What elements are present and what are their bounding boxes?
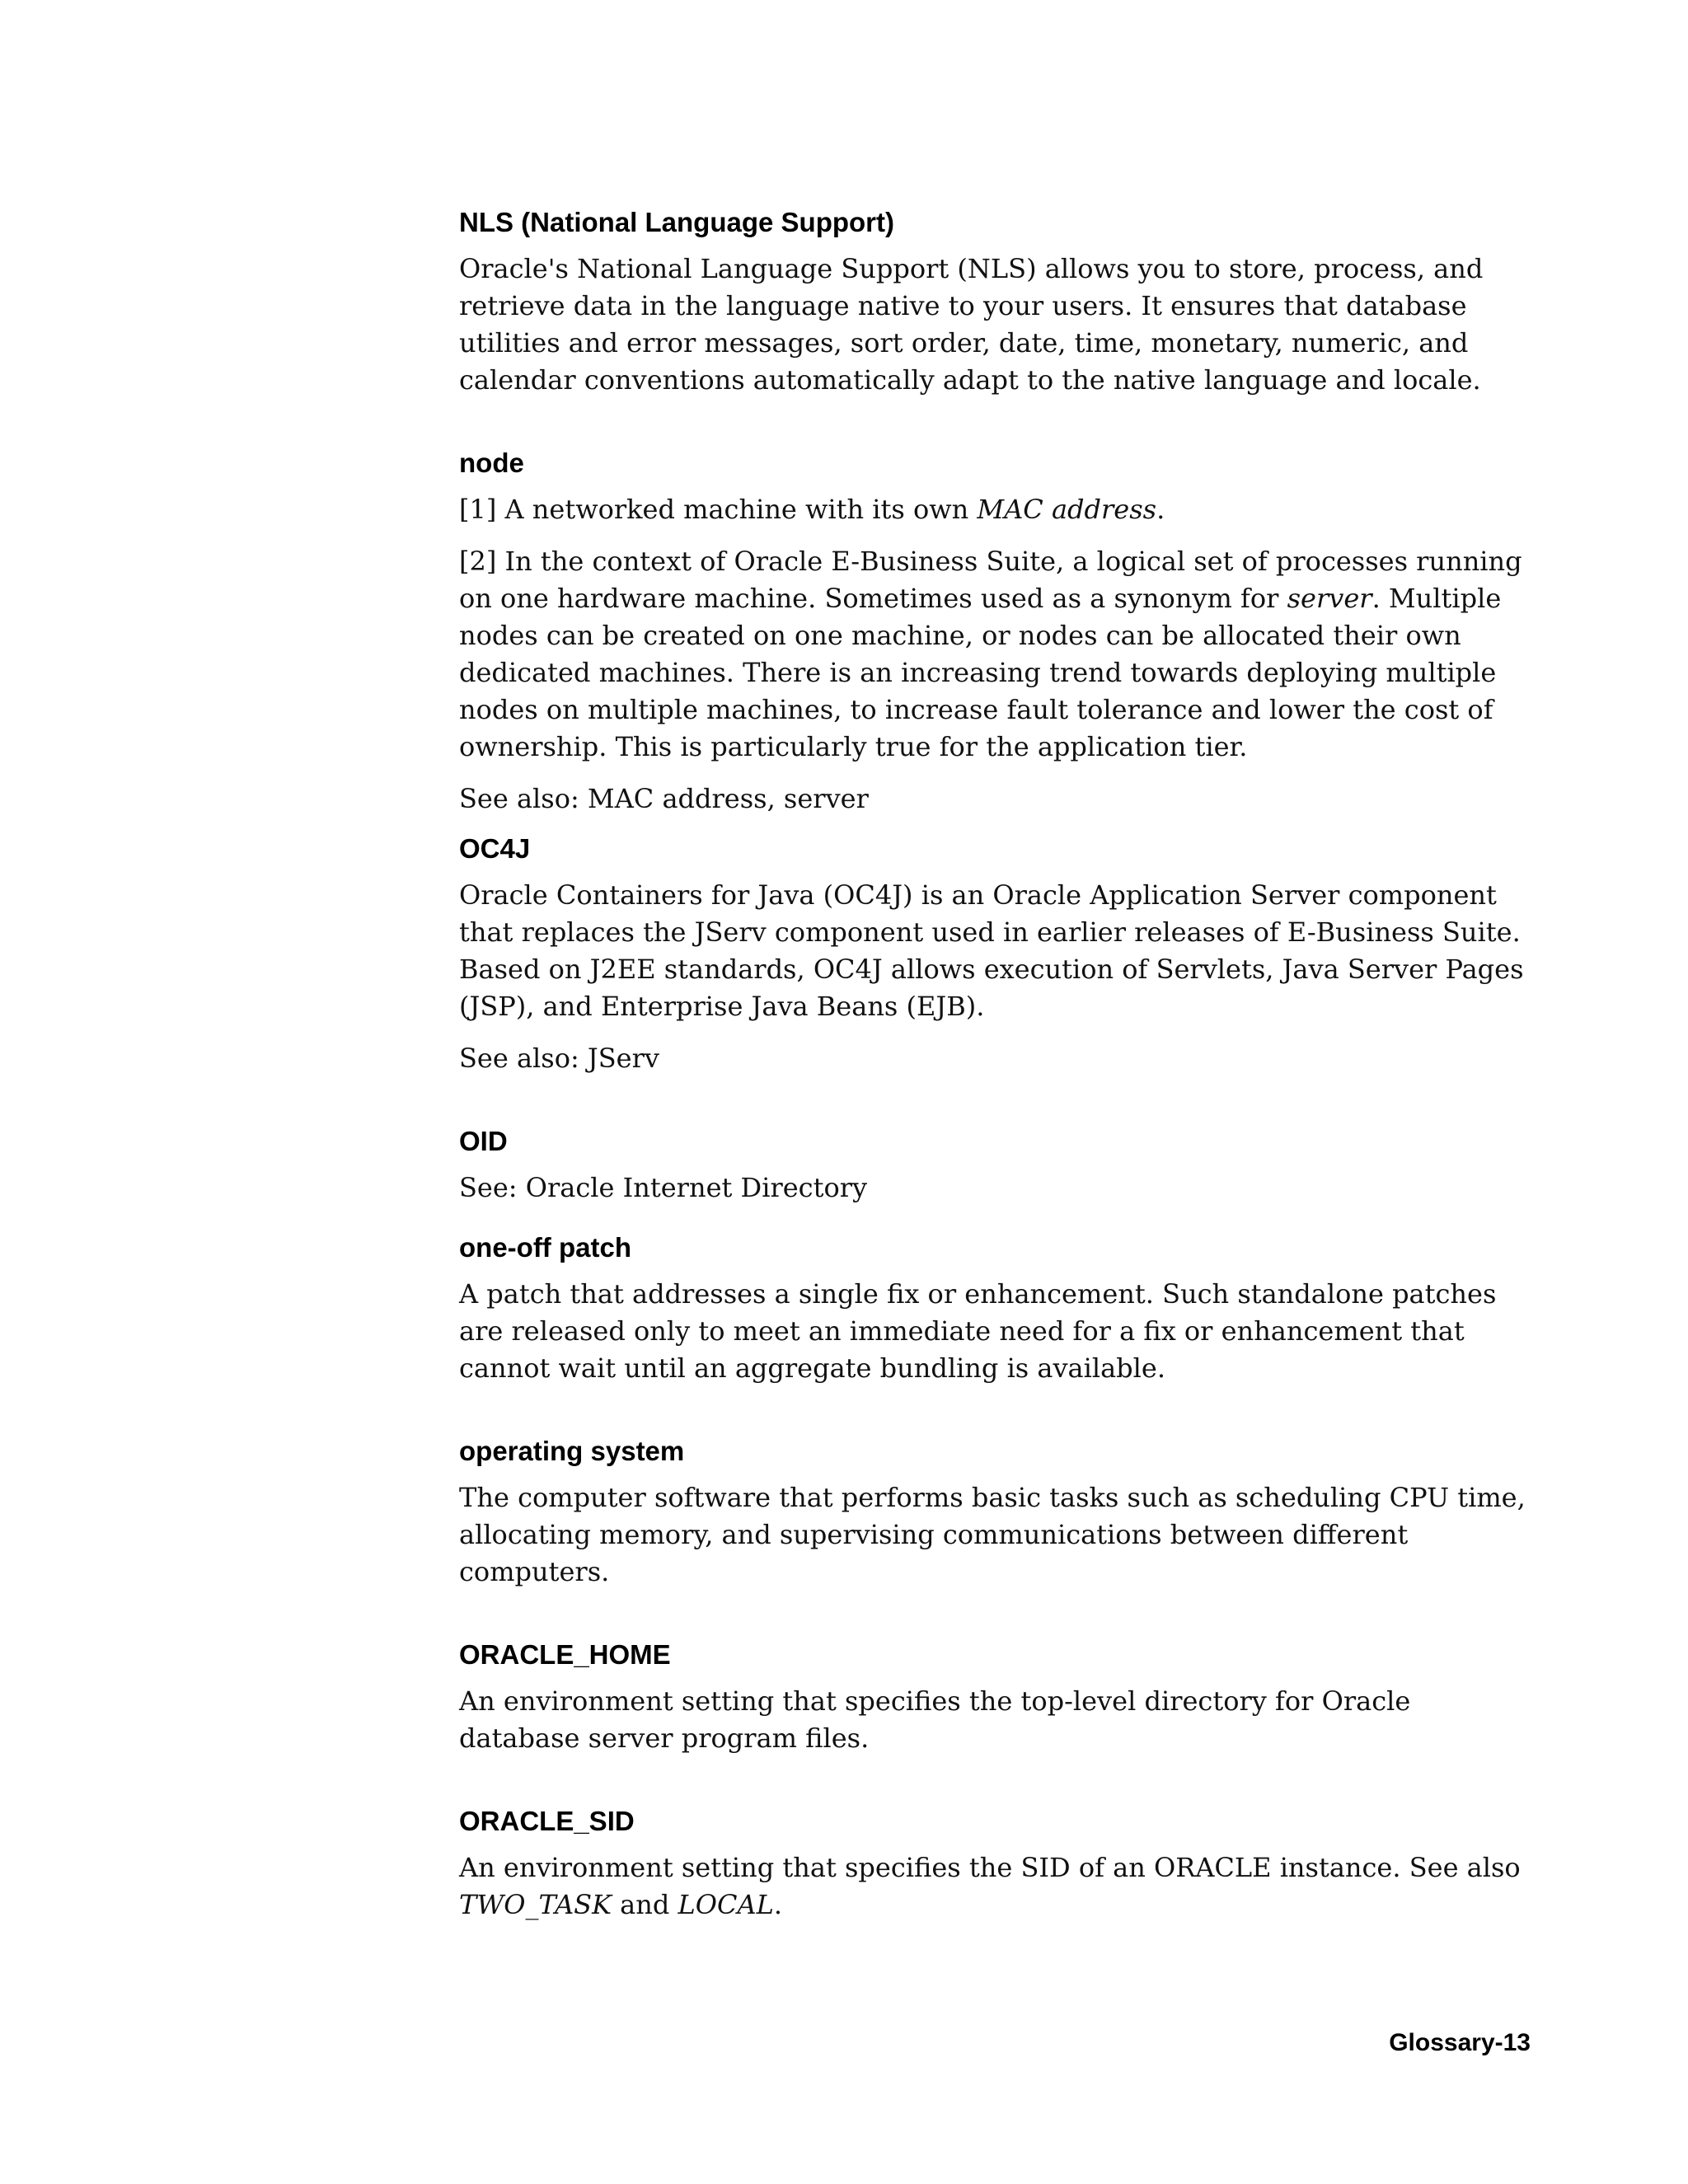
- cross-reference-server: server: [1287, 583, 1372, 614]
- term-one-off-patch: one-off patch: [459, 1232, 631, 1263]
- definition-oracle-home: An environment setting that specifies the top-level directory for Oracle database server program files.: [459, 1685, 1411, 1754]
- definition-text: [2] In the context of Oracle E-Business Suite, a logical set of processes running on one hardware machine. Sometimes used as a synonym for: [459, 546, 1522, 614]
- term-oracle-home: ORACLE_HOME: [459, 1639, 671, 1670]
- definition-text: [1] A networked machine with its own: [459, 494, 978, 525]
- term-operating-system: operating system: [459, 1436, 685, 1466]
- cross-reference-local: LOCAL: [678, 1889, 774, 1920]
- definition-text: An environment setting that specifies the SID of an ORACLE instance. See also: [459, 1852, 1521, 1883]
- definition-one-off-patch: A patch that addresses a single fix or enhancement. Such standalone patches are released only to meet an immediate need for a fix or enhancement that cannot wait until an aggregate bundling is available.: [459, 1278, 1497, 1384]
- definition-operating-system: The computer software that performs basic tasks such as scheduling CPU time, allocating memory, and supervising communications between different computers.: [459, 1482, 1526, 1587]
- term-oid: OID: [459, 1126, 508, 1156]
- definition-text: .: [773, 1889, 783, 1920]
- definition-oracle-sid: [459, 1849, 1531, 1924]
- definition-text: and: [612, 1889, 678, 1920]
- definition-text: .: [1156, 494, 1165, 525]
- definition-oc4j: Oracle Containers for Java (OC4J) is an Oracle Application Server component that replaces the JServ component used in earlier releases of E-Business Suite. Based on J2EE standards, OC4J allows execution of Servlets, Java Server Pages (JSP), and Enterprise Java Beans (EJB).: [459, 879, 1524, 1022]
- definition-node-2: [459, 543, 1531, 766]
- definition-node-1: [459, 491, 1531, 528]
- definition-nls: Oracle's National Language Support (NLS) allows you to store, process, and retrieve data in the language native to your users. It ensures that database utilities and error messages, sort order, date, time, monetary, numeric, and calendar conventions automatically adapt to the native language and locale.: [459, 253, 1484, 396]
- see-also-node: See also: MAC address, server: [459, 783, 869, 814]
- term-oracle-sid: ORACLE_SID: [459, 1806, 635, 1836]
- term-oc4j: OC4J: [459, 833, 531, 864]
- term-node: node: [459, 448, 524, 478]
- definition-oid: See: Oracle Internet Directory: [459, 1172, 868, 1203]
- cross-reference-mac-address: MAC address: [977, 494, 1157, 525]
- term-nls: NLS (National Language Support): [459, 207, 894, 237]
- see-also-oc4j: See also: JServ: [459, 1043, 659, 1074]
- glossary-content: [459, 206, 1531, 1938]
- definition-text: . Multiple nodes can be created on one machine, or nodes can be allocated their own dedicated machines. There is an increasing trend towards deploying multiple nodes on multiple machines, to increase fault tolerance and lower the cost of ownership. This is particularly true for the application tier.: [459, 583, 1502, 762]
- cross-reference-two-task: TWO_TASK: [459, 1889, 612, 1920]
- page-number: Glossary-13: [1389, 2029, 1531, 2056]
